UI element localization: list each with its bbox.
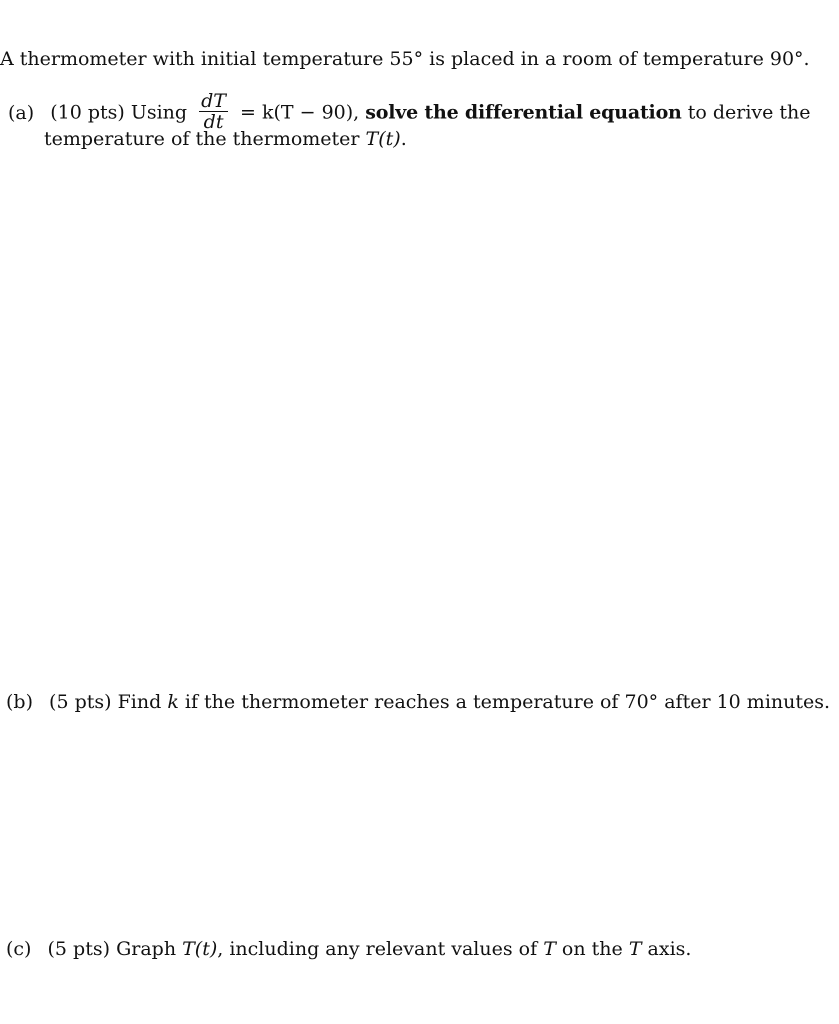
part-c-label: (c) xyxy=(6,938,32,960)
part-b-line xyxy=(6,690,830,714)
graph-function: T(t) xyxy=(182,938,218,960)
part-b-find: Find xyxy=(117,691,162,713)
problem-intro xyxy=(0,47,810,71)
temperature-function: T(t) xyxy=(365,128,401,150)
variable-k: k xyxy=(167,691,179,713)
part-a-label: (a) xyxy=(8,101,35,124)
part-a-period: . xyxy=(400,128,407,150)
part-b-text: if the thermometer reaches a temperature of 70° after 10 minutes. xyxy=(184,691,831,713)
differential-equation: = k(T − 90), xyxy=(240,101,360,124)
part-a-points: (10 pts) xyxy=(50,101,125,124)
part-a-tail: to derive the xyxy=(687,101,811,124)
part-c-points: (5 pts) xyxy=(47,938,111,960)
part-c-line xyxy=(6,937,691,961)
dT-dt-fraction xyxy=(199,91,228,132)
part-a-using: Using xyxy=(130,101,188,124)
part-c-mid: , including any relevant values of xyxy=(217,938,538,960)
intro-text: A thermometer with initial temperature 55° is placed in a room of temperature 90°. xyxy=(0,48,810,70)
variable-T-1: T xyxy=(543,938,556,960)
part-a-line-2 xyxy=(44,127,407,151)
part-b-points: (5 pts) xyxy=(49,691,112,713)
part-b-label: (b) xyxy=(6,691,33,713)
part-c-graph: Graph xyxy=(116,938,177,960)
fraction-numerator: dT xyxy=(201,90,226,112)
part-a-line2-prefix: temperature of the thermometer xyxy=(44,128,360,150)
variable-T-2: T xyxy=(628,938,642,960)
bold-instruction: solve the differential equation xyxy=(365,101,682,124)
part-c-mid2: on the xyxy=(561,938,623,960)
fraction-denominator: dt xyxy=(203,111,224,133)
part-c-end: axis. xyxy=(647,938,692,960)
